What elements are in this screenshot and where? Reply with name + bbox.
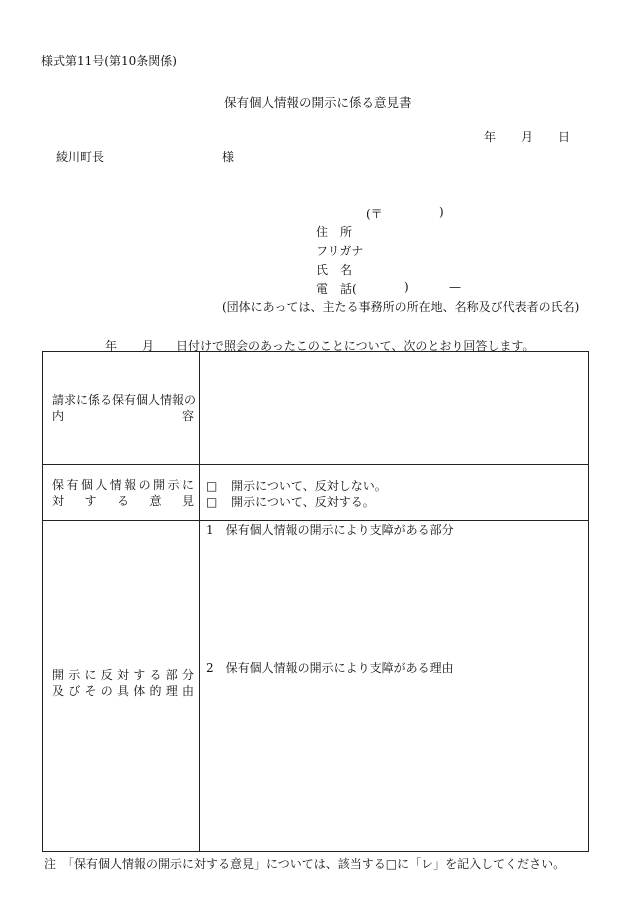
reason-field[interactable]	[200, 521, 589, 852]
intro-year: 年	[105, 339, 118, 353]
reason-label-cell	[43, 521, 200, 852]
address-label: 住 所	[316, 225, 353, 239]
opinion-options-cell	[200, 465, 589, 521]
name-label: 氏 名	[316, 263, 353, 277]
postal-code-open: (〒	[366, 207, 383, 221]
reason-item-2: 2 保有個人情報の開示により支障がある理由	[206, 661, 454, 675]
checkbox-not-oppose[interactable]: □	[206, 479, 218, 493]
phone-dash: —	[449, 280, 461, 294]
content-label-line1: 請求に係る保有個人情報の	[52, 393, 197, 407]
table-row-reason	[43, 521, 589, 852]
addressee-name: 綾川町長	[56, 150, 105, 164]
date-day: 日	[558, 130, 571, 144]
reason-item-1: 1 保有個人情報の開示により支障がある部分	[206, 523, 454, 537]
date-year: 年	[484, 130, 497, 144]
intro-text: 日付けで照会のあったこのことについて、次のとおり回答します。	[176, 339, 535, 353]
phone-mid: )	[404, 280, 409, 294]
date-month: 月	[521, 130, 534, 144]
content-label-cell	[43, 352, 200, 465]
reason-label-line2: 及びその具体的理由	[52, 684, 194, 698]
furigana-label: フリガナ	[316, 244, 364, 258]
reason-label-line1: 開示に反対する部分	[52, 668, 194, 682]
organization-note: (団体にあっては、主たる事務所の所在地、名称及び代表者の氏名)	[222, 300, 580, 314]
content-label-right: 容	[181, 409, 194, 423]
addressee-honorific: 様	[222, 150, 235, 164]
option-oppose[interactable]	[206, 494, 588, 510]
option-not-oppose-text: 開示について、反対しない。	[231, 479, 387, 493]
opinion-label-line1: 保有個人情報の開示に	[52, 478, 194, 492]
opinion-label-line2: 対する意見	[52, 494, 194, 508]
checkbox-oppose[interactable]: □	[206, 495, 218, 509]
phone-label: 電 話(	[316, 282, 357, 296]
intro-month: 月	[142, 339, 155, 353]
table-row-opinion	[43, 465, 589, 521]
footnote: 注 「保有個人情報の開示に対する意見」については、該当する□に「レ」を記入してください。	[44, 857, 566, 871]
form-number: 様式第11号(第10条関係)	[41, 54, 177, 68]
content-field[interactable]	[200, 352, 589, 465]
option-oppose-text: 開示について、反対する。	[231, 495, 375, 509]
postal-code-close: )	[439, 205, 444, 219]
option-not-oppose[interactable]	[206, 478, 588, 494]
content-label-left: 内	[52, 409, 65, 423]
table-row-content	[43, 352, 589, 465]
document-title: 保有個人情報の開示に係る意見書	[224, 95, 412, 110]
opinion-table	[42, 351, 589, 852]
opinion-label-cell	[43, 465, 200, 521]
